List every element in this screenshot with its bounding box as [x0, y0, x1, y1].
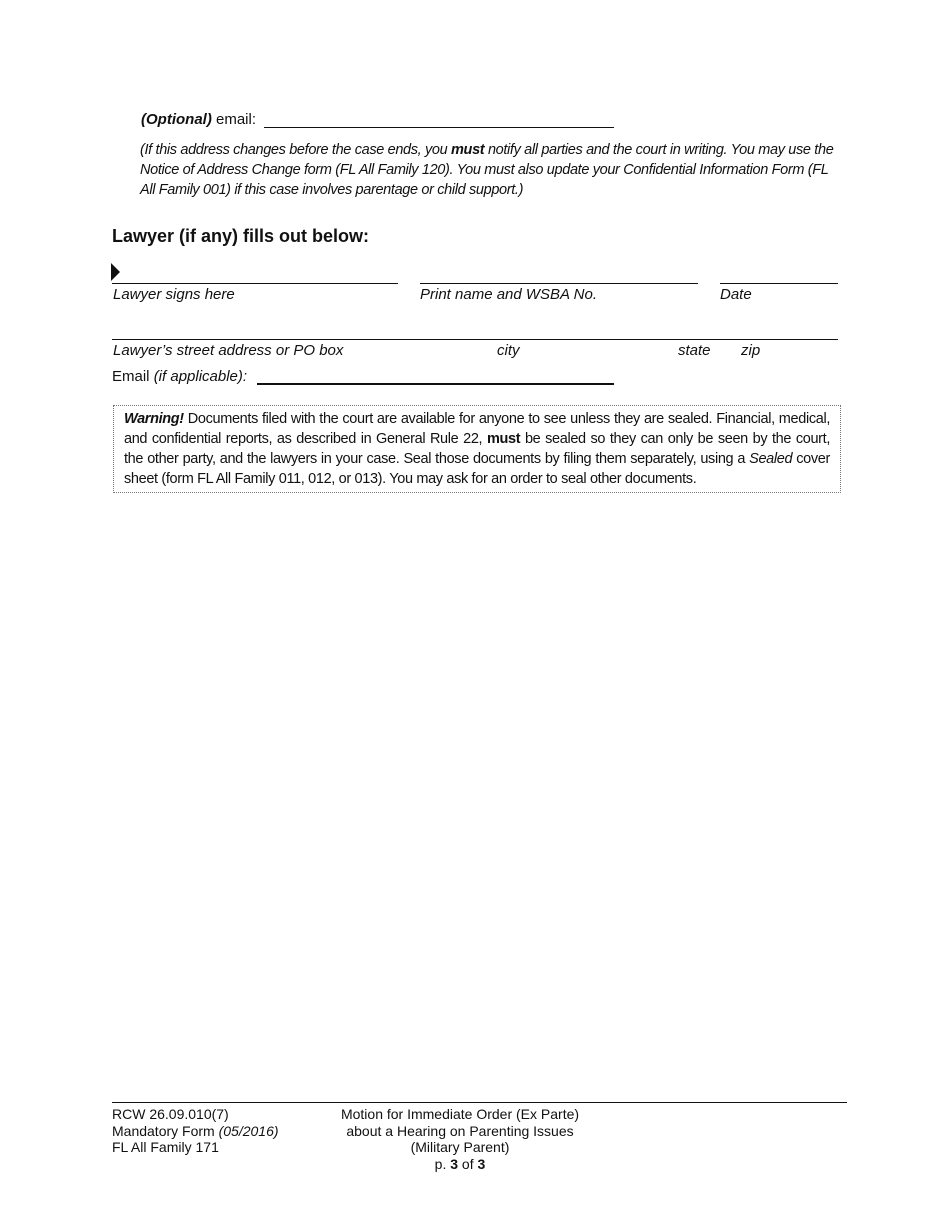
optional-email-row	[141, 111, 256, 128]
lawyer-email-field[interactable]	[257, 383, 614, 385]
zip-caption: zip	[741, 342, 761, 359]
print-name-caption: Print name and WSBA No.	[420, 286, 598, 303]
state-caption: state	[678, 342, 711, 359]
footer-rcw: RCW 26.09.010(7)	[112, 1106, 229, 1122]
warning-box: Warning! Documents filed with the court are available for anyone to see unless they are sealed. Financial, medical, and confidential reports, as described in General Rule 22, must be sealed so they can only be seen by the court, the other party, and the lawyers in your case. Seal those documents by filing them separately, using a Sealed cover sheet (form FL All Family 011, 012, or 013). You may ask for an order to seal other documents.	[113, 405, 841, 493]
lawyer-signature-field[interactable]	[112, 283, 398, 284]
footer-form-info	[112, 1106, 279, 1156]
footer-form-id: FL All Family 171	[112, 1139, 219, 1155]
city-caption: city	[497, 342, 520, 359]
warning-title: Warning!	[124, 411, 184, 427]
optional-email-field[interactable]	[264, 127, 614, 128]
footer-divider	[112, 1102, 847, 1103]
lawyer-date-field[interactable]	[720, 283, 838, 284]
lawyer-print-name-field[interactable]	[420, 283, 698, 284]
address-caption: Lawyer’s street address or PO box	[113, 342, 344, 359]
date-caption: Date	[720, 286, 752, 303]
lawyer-signs-caption: Lawyer signs here	[113, 286, 235, 303]
lawyer-email-label: Email	[112, 368, 150, 385]
footer-form-title: Motion for Immediate Order (Ex Parte) about a Hearing on Parenting Issues (Military Parent) p. 3 of 3	[330, 1106, 590, 1172]
lawyer-email-row	[112, 368, 247, 385]
lawyer-address-field[interactable]	[112, 339, 838, 340]
lawyer-email-applicable: (if applicable):	[153, 368, 248, 385]
signature-arrow-icon	[111, 263, 121, 283]
page-number: p. 3 of 3	[434, 1155, 486, 1172]
footer-mandatory: Mandatory Form (05/2016)	[112, 1122, 279, 1139]
email-label: email:	[216, 111, 257, 128]
address-change-note: (If this address changes before the case ends, you must notify all parties and the court in writing. You may use the Notice of Address Change form (FL All Family 120). You must also update your Confidential Information Form (FL All Family 001) if this case involves parentage or child support.)	[140, 142, 834, 198]
lawyer-section-heading: Lawyer (if any) fills out below:	[112, 226, 370, 246]
optional-label: (Optional)	[141, 111, 212, 128]
